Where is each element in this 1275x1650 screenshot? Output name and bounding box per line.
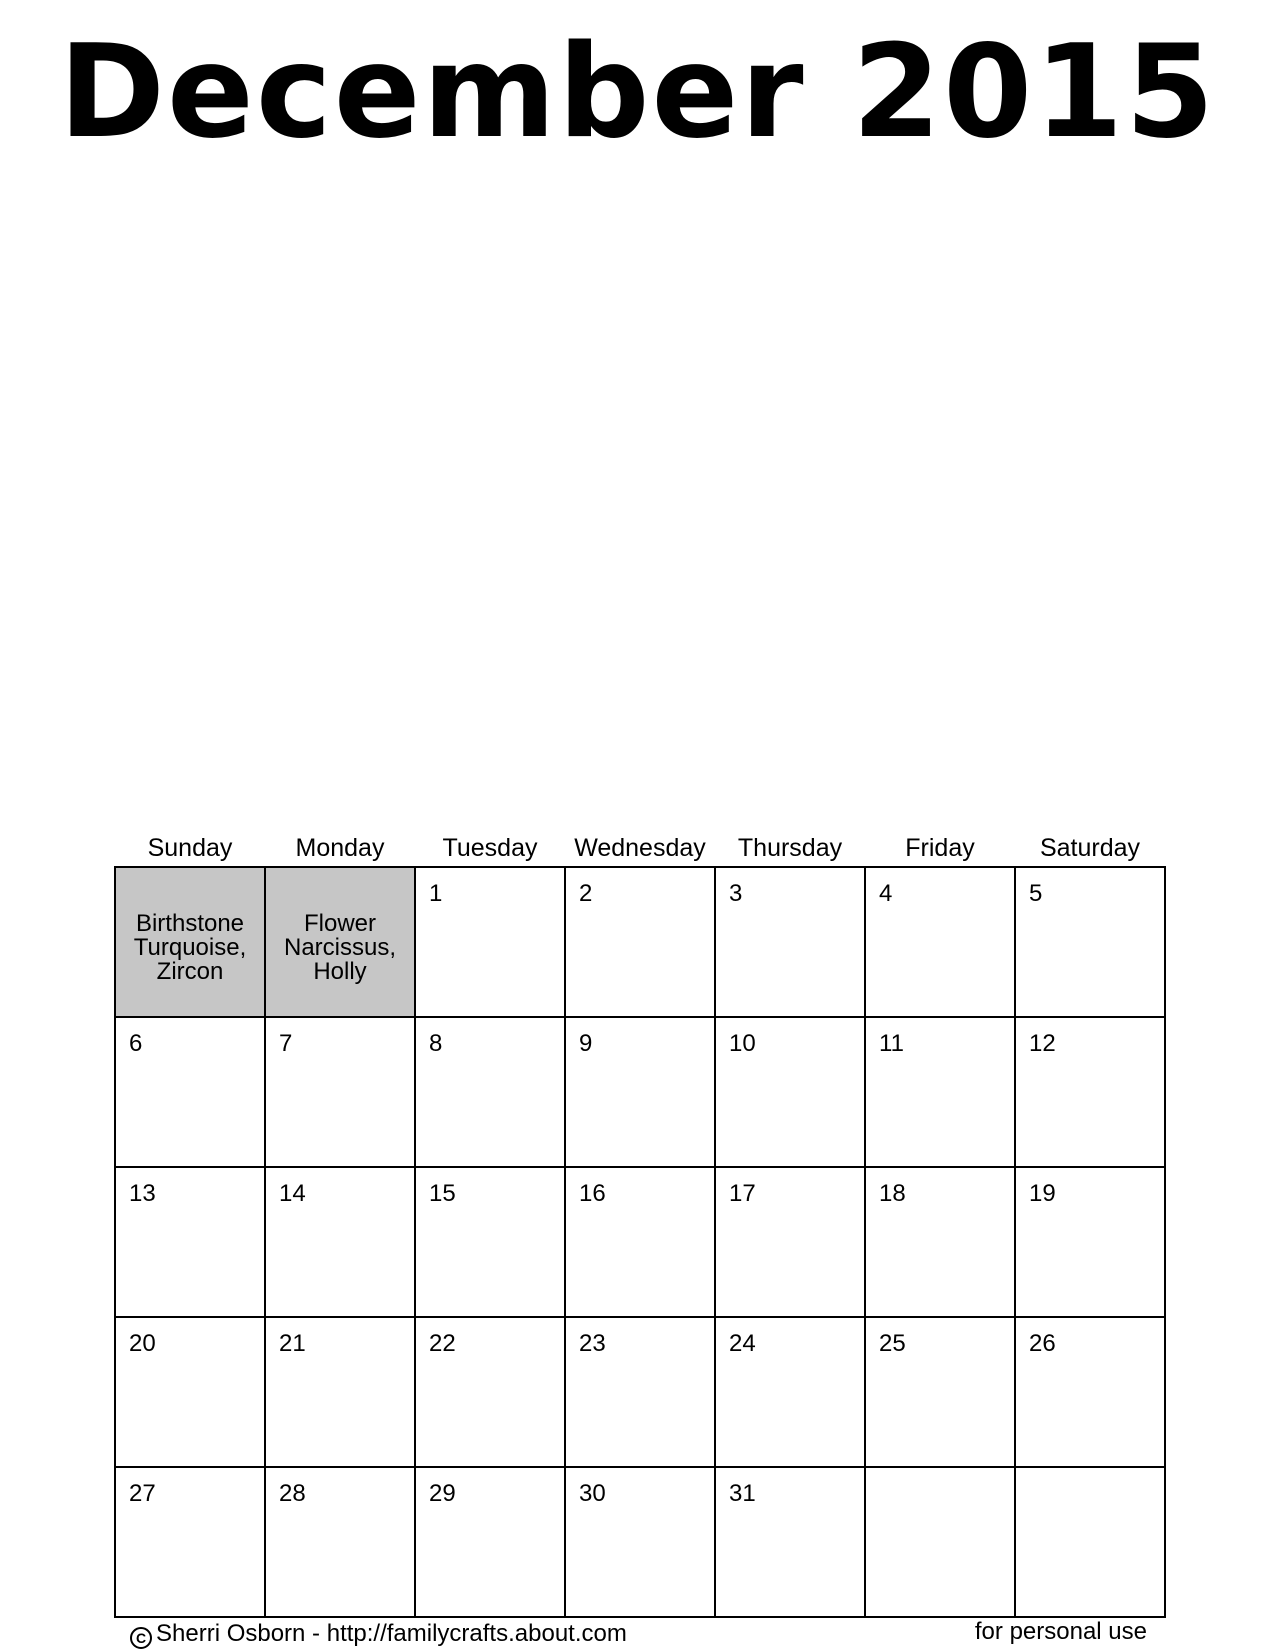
cell-info <box>116 912 264 984</box>
day-cell <box>566 1468 716 1618</box>
cell-info <box>266 912 414 984</box>
day-cell <box>116 868 266 1018</box>
day-number: 29 <box>429 1480 456 1507</box>
day-cell <box>416 1018 566 1168</box>
weekday-sunday: Sunday <box>147 834 233 862</box>
day-number: 28 <box>279 1480 306 1507</box>
day-number: 15 <box>429 1180 456 1207</box>
day-number: 13 <box>129 1180 156 1207</box>
footer-credit <box>130 1620 627 1649</box>
day-number: 26 <box>1029 1330 1056 1357</box>
day-cell <box>1016 1168 1166 1318</box>
cell-info-line: Birthstone <box>135 910 245 937</box>
day-number: 27 <box>129 1480 156 1507</box>
cell-info-line: Narcissus, <box>283 934 397 961</box>
day-number: 8 <box>429 1030 443 1057</box>
day-number: 6 <box>129 1030 143 1057</box>
day-cell <box>266 1468 416 1618</box>
day-number: 9 <box>579 1030 593 1057</box>
weekday-friday: Friday <box>905 834 975 862</box>
day-cell <box>266 868 416 1018</box>
day-number: 14 <box>279 1180 306 1207</box>
day-cell <box>1016 868 1166 1018</box>
day-number: 21 <box>279 1330 306 1357</box>
day-cell <box>716 868 866 1018</box>
day-cell <box>416 868 566 1018</box>
day-number: 4 <box>879 880 893 907</box>
day-cell <box>1016 1318 1166 1468</box>
day-cell <box>866 1468 1016 1618</box>
cell-info-line: Flower <box>303 910 376 937</box>
day-number: 2 <box>579 880 593 907</box>
day-number: 12 <box>1029 1030 1056 1057</box>
footer-usage: for personal use <box>974 1618 1147 1645</box>
day-cell <box>116 1018 266 1168</box>
day-number: 24 <box>729 1330 756 1357</box>
weekday-thursday: Thursday <box>737 834 843 862</box>
day-cell <box>566 1318 716 1468</box>
day-number: 17 <box>729 1180 756 1207</box>
day-cell <box>716 1018 866 1168</box>
day-number: 20 <box>129 1330 156 1357</box>
day-cell <box>266 1168 416 1318</box>
day-cell <box>866 868 1016 1018</box>
day-cell <box>266 1018 416 1168</box>
day-number: 3 <box>729 880 743 907</box>
day-cell <box>566 1018 716 1168</box>
day-cell <box>416 1168 566 1318</box>
day-cell <box>116 1168 266 1318</box>
day-cell <box>266 1318 416 1468</box>
day-number: 23 <box>579 1330 606 1357</box>
day-number: 1 <box>429 880 443 907</box>
day-cell <box>716 1168 866 1318</box>
weekday-tuesday: Tuesday <box>442 834 538 862</box>
day-number: 19 <box>1029 1180 1056 1207</box>
copyright-icon: C <box>130 1627 152 1649</box>
calendar-title: December 2015 <box>58 18 1217 167</box>
day-cell <box>416 1468 566 1618</box>
day-cell <box>866 1168 1016 1318</box>
day-number: 18 <box>879 1180 906 1207</box>
day-number: 30 <box>579 1480 606 1507</box>
day-number: 31 <box>729 1480 756 1507</box>
weekday-saturday: Saturday <box>1039 834 1141 862</box>
day-cell <box>416 1318 566 1468</box>
day-cell <box>566 868 716 1018</box>
day-cell <box>866 1318 1016 1468</box>
day-cell <box>116 1318 266 1468</box>
day-cell <box>716 1468 866 1618</box>
day-cell <box>566 1168 716 1318</box>
calendar-grid <box>114 866 1166 1618</box>
weekday-wednesday: Wednesday <box>574 834 706 862</box>
day-cell <box>866 1018 1016 1168</box>
cell-info-line: Holly <box>313 958 367 985</box>
weekday-header-row <box>115 832 1165 864</box>
day-number: 10 <box>729 1030 756 1057</box>
weekday-monday: Monday <box>295 834 385 862</box>
day-number: 11 <box>879 1030 904 1057</box>
day-number: 16 <box>579 1180 606 1207</box>
cell-info-line: Turquoise, <box>133 934 247 961</box>
day-cell <box>716 1318 866 1468</box>
day-number: 7 <box>279 1030 293 1057</box>
day-cell <box>116 1468 266 1618</box>
cell-info-line: Zircon <box>156 958 224 985</box>
day-cell <box>1016 1018 1166 1168</box>
day-cell <box>1016 1468 1166 1618</box>
day-number: 5 <box>1029 880 1043 907</box>
day-number: 25 <box>879 1330 906 1357</box>
day-number: 22 <box>429 1330 456 1357</box>
footer-credit-text: Sherri Osborn - http://familycrafts.about.com <box>156 1620 627 1647</box>
